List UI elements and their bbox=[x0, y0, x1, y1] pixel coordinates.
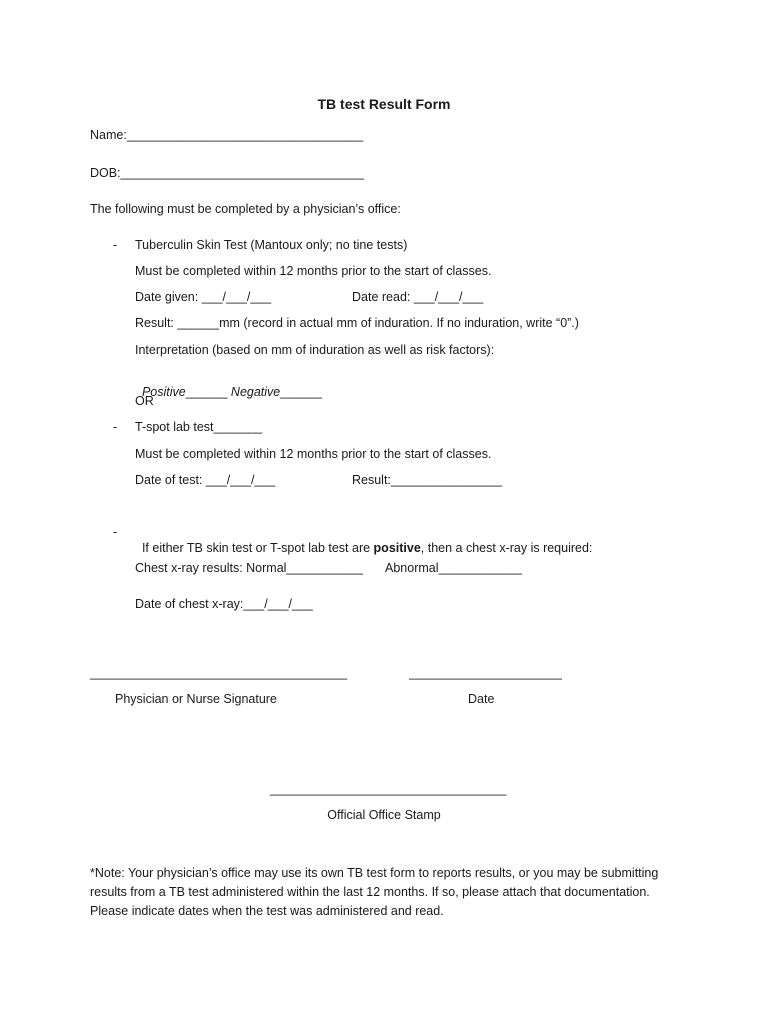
xray-condition bbox=[135, 524, 592, 556]
xray-condition-text: If either TB skin test or T-spot lab test are bbox=[141, 541, 374, 555]
xray-abnormal-field[interactable]: Abnormal____________ bbox=[385, 561, 522, 575]
positive-label: Positive bbox=[141, 385, 186, 399]
dob-field[interactable]: DOB:___________________________________ bbox=[90, 166, 364, 180]
skin-test-requirement: Must be completed within 12 months prior to the start of classes. bbox=[135, 264, 492, 278]
date-read-field[interactable]: Date read: ___/___/___ bbox=[352, 290, 484, 304]
or-label: OR bbox=[135, 394, 154, 408]
signature-line[interactable]: _____________________________________ bbox=[90, 666, 348, 680]
positive-emphasis: positive bbox=[373, 541, 421, 555]
tspot-requirement: Must be completed within 12 months prior to the start of classes. bbox=[135, 447, 492, 461]
note-line-2: results from a TB test administered within the last 12 months. If so, please attach that documentation. bbox=[90, 885, 650, 899]
negative-label: Negative bbox=[230, 385, 281, 399]
bullet-dash: - bbox=[113, 238, 118, 252]
signature-label: Physician or Nurse Signature bbox=[115, 692, 277, 706]
note-line-1: *Note: Your physician’s office may use its own TB test form to reports results, or you may be submitting bbox=[90, 866, 659, 880]
bullet-dash: - bbox=[113, 420, 118, 434]
xray-normal-field[interactable]: Chest x-ray results: Normal___________ bbox=[135, 561, 363, 575]
signature-date-line[interactable]: ______________________ bbox=[409, 666, 562, 680]
positive-blank[interactable]: ______ bbox=[185, 385, 231, 399]
stamp-label: Official Office Stamp bbox=[327, 808, 441, 822]
date-given-field[interactable]: Date given: ___/___/___ bbox=[135, 290, 272, 304]
xray-condition-rest: , then a chest x-ray is required: bbox=[420, 541, 593, 555]
intro-text: The following must be completed by a physician’s office: bbox=[90, 202, 401, 216]
xray-date-field[interactable]: Date of chest x-ray:___/___/___ bbox=[135, 597, 313, 611]
date-label: Date bbox=[468, 692, 495, 706]
bullet-dash: - bbox=[113, 525, 118, 539]
interpretation-text: Interpretation (based on mm of induration as well as risk factors): bbox=[135, 343, 495, 357]
interpretation-options bbox=[135, 368, 322, 400]
tspot-date-field[interactable]: Date of test: ___/___/___ bbox=[135, 473, 276, 487]
stamp-line[interactable]: __________________________________ bbox=[270, 782, 507, 796]
negative-blank[interactable]: ______ bbox=[280, 385, 322, 399]
tspot-result-field[interactable]: Result:________________ bbox=[352, 473, 503, 487]
skin-test-heading: Tuberculin Skin Test (Mantoux only; no tine tests) bbox=[135, 238, 408, 252]
skin-result-field[interactable]: Result: ______mm (record in actual mm of induration. If no induration, write “0”.) bbox=[135, 316, 579, 330]
tspot-heading[interactable]: T-spot lab test_______ bbox=[135, 420, 263, 434]
name-field[interactable]: Name:__________________________________ bbox=[90, 128, 364, 142]
note-line-3: Please indicate dates when the test was administered and read. bbox=[90, 904, 444, 918]
form-title: TB test Result Form bbox=[317, 96, 451, 112]
